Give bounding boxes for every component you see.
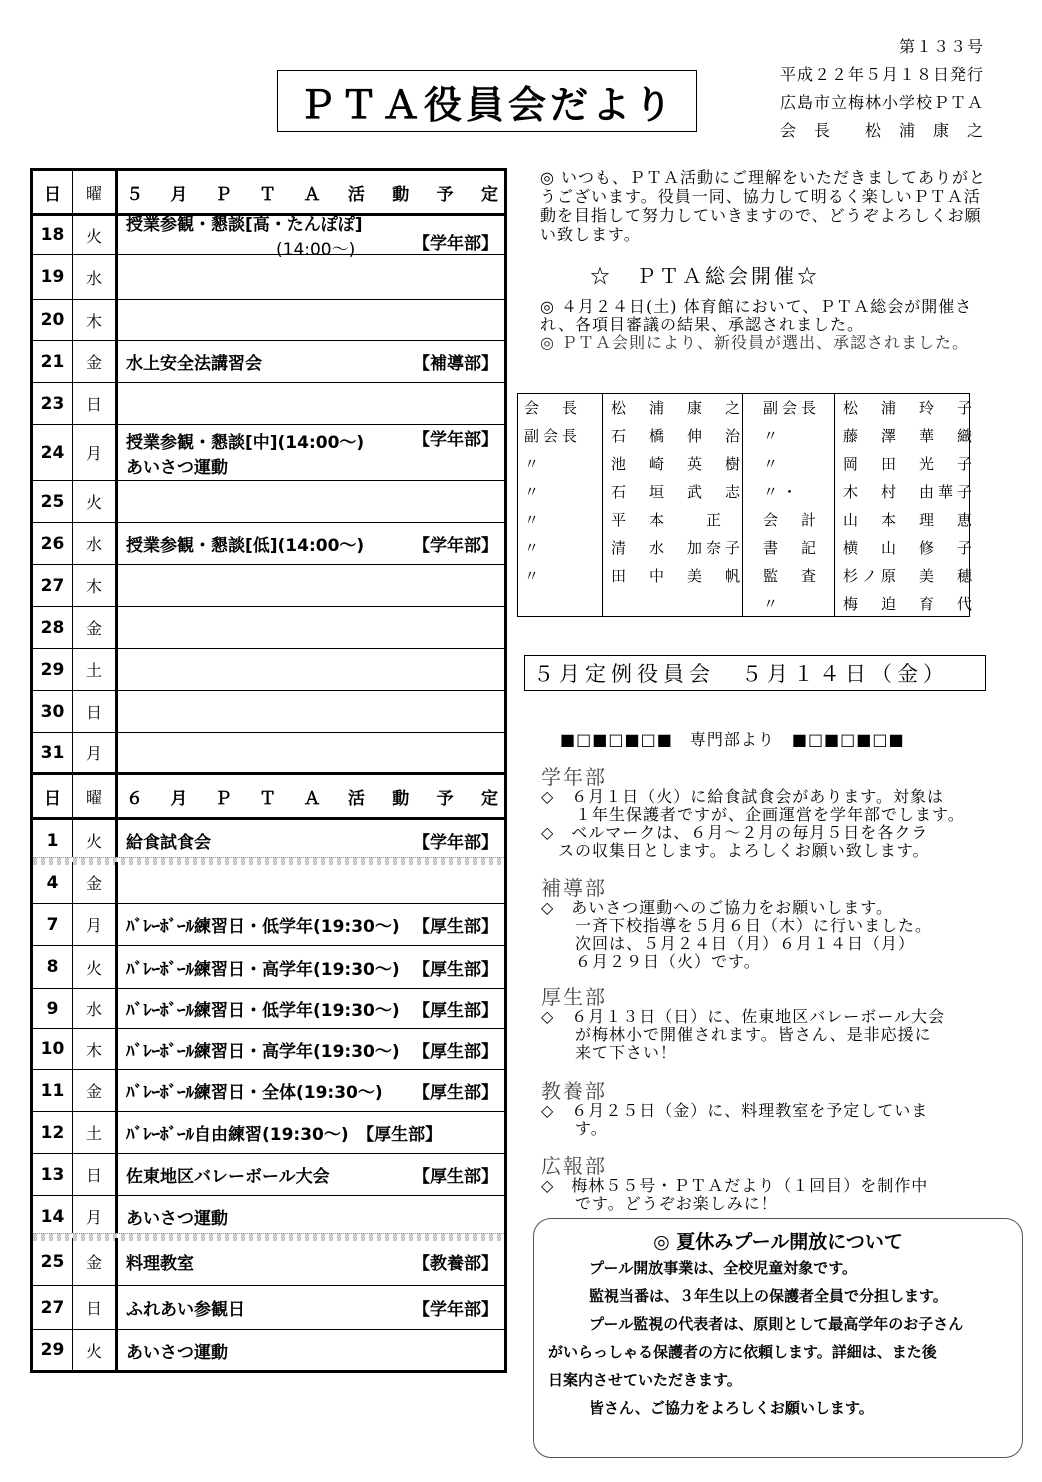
dept-name: 厚生部 <box>541 985 607 1009</box>
schedule-day: 30 <box>33 691 73 732</box>
schedule-event <box>126 996 413 1021</box>
schedule-day: 20 <box>33 300 73 340</box>
schedule-event-cell <box>118 425 504 480</box>
dept-line: ◇ ベルマークは、６月～２月の毎月５日を各クラ <box>541 823 929 842</box>
schedule-event-cell <box>118 255 504 299</box>
agm-item: ◎ ＰＴＡ会則により、新役員が選出、承認されました。 <box>540 333 970 352</box>
school-name: 広島市立梅林小学校ＰＴＡ <box>779 93 984 112</box>
schedule-event-line: ﾊﾞﾚｰﾎﾞｰﾙ練習日・全体(19:30～) <box>126 1083 383 1103</box>
schedule-weekday: 金 <box>73 1070 118 1111</box>
officer-cell: 松 浦 康 之 <box>611 399 745 417</box>
schedule-event-line: ふれあい参観日 <box>126 1300 245 1320</box>
schedule-event <box>126 531 413 556</box>
june-header-char: Ａ <box>303 788 321 809</box>
schedule-day: 25 <box>33 481 73 522</box>
pool-line: プール監視の代表者は、原則として最高学年のお子さん <box>574 1315 964 1333</box>
schedule-event-line: ﾊﾞﾚｰﾎﾞｰﾙ練習日・高学年(19:30～) <box>126 1041 400 1062</box>
dept-line: 来て下さい！ <box>541 1043 678 1062</box>
june-header-char: 月 <box>170 788 188 809</box>
schedule-row <box>33 733 504 775</box>
schedule-event-cell <box>118 565 504 606</box>
may-header-char: Ｔ <box>259 184 277 205</box>
schedule-row <box>33 300 504 341</box>
dept-line: ◇ ６月１３日（日）に、佐東地区バレーボール大会 <box>541 1007 945 1026</box>
dept-section-header: ■□■□■□■ 専門部より ■□■□■□■ <box>560 730 905 749</box>
schedule-event-cell <box>118 1029 504 1069</box>
may-header-weekday: 曜 <box>73 171 118 213</box>
schedule-dept: 【厚生部】 <box>413 1083 498 1103</box>
schedule-event <box>126 1338 498 1363</box>
schedule-day: 12 <box>33 1112 73 1153</box>
schedule-weekday: 日 <box>73 1154 118 1195</box>
schedule-event-cell <box>118 1070 504 1111</box>
schedule-weekday: 火 <box>73 481 118 522</box>
schedule-day: 25 <box>33 1238 73 1285</box>
schedule-event <box>126 955 413 980</box>
officer-cell: 平 本 正 <box>611 511 726 529</box>
june-header-title-chars <box>126 784 498 809</box>
june-header-char: ６ <box>126 788 143 809</box>
dept-line: １年生保護者ですが、企画運営を学年部でします。 <box>541 805 965 824</box>
may-header-char: Ｐ <box>214 184 232 205</box>
dept-line: 次回は、５月２４日（月）６月１４日（月） <box>541 934 916 953</box>
schedule-event-cell <box>118 481 504 522</box>
officer-cell: 〃・ <box>763 483 802 501</box>
schedule-dept: 【学年部】 <box>413 430 498 450</box>
schedule-dept: 【学年部】 <box>413 1300 498 1320</box>
schedule-weekday: 木 <box>73 300 118 340</box>
june-header-char: 動 <box>392 788 410 809</box>
pool-title: ◎ 夏休みプール開放について <box>653 1231 903 1253</box>
may-header-char: Ａ <box>303 184 321 205</box>
schedule-event-cell <box>118 1112 504 1153</box>
schedule-day: 1 <box>33 820 73 861</box>
schedule-event <box>126 1249 413 1274</box>
schedule-day: 11 <box>33 1070 73 1111</box>
schedule-event <box>126 428 413 478</box>
schedule-day: 10 <box>33 1029 73 1069</box>
officer-cell: 山 本 理 恵 <box>843 511 977 529</box>
schedule-event-cell <box>118 383 504 424</box>
schedule-day: 23 <box>33 383 73 424</box>
schedule-dept: 【厚生部】 <box>413 917 498 937</box>
schedule-day: 31 <box>33 733 73 772</box>
june-header-char: Ｐ <box>214 788 232 809</box>
may-header-char: 活 <box>347 184 365 205</box>
schedule-day: 21 <box>33 341 73 382</box>
schedule-day: 9 <box>33 989 73 1028</box>
schedule-row <box>33 1286 504 1330</box>
schedule-weekday: 火 <box>73 216 118 254</box>
may-header-title <box>118 171 504 213</box>
meeting-banner: ５月定例役員会 ５月１４日（金） <box>524 655 986 691</box>
schedule-event-line: 佐東地区バレーボール大会 <box>126 1167 330 1187</box>
officer-cell: 〃 <box>524 567 544 585</box>
agm-item: ◎ ４月２４日(土) 体育館において、ＰＴＡ総会が開催され、各項目審議の結果、承認されました。 <box>540 297 973 334</box>
dept-name: 補導部 <box>541 876 607 900</box>
schedule-day: 14 <box>33 1196 73 1237</box>
may-header-char: 定 <box>481 184 498 205</box>
greeting-text: ◎ いつも、ＰＴＡ活動にご理解をいただきましてありがとうございます。役員一同、協力して明るく楽しいＰＴＡ活動を目指して努力していきますので、どうぞよろしくお願い致します。 <box>540 168 987 244</box>
schedule-event-line: 授業参観・懇談[低](14:00～) <box>126 536 365 556</box>
may-header-char: ５ <box>126 184 143 205</box>
schedule-event-cell <box>118 1196 504 1237</box>
officer-cell: 監 査 <box>763 567 821 585</box>
officer-cell: 岡 田 光 子 <box>843 455 977 473</box>
schedule-row <box>33 255 504 300</box>
may-header-title-chars <box>126 180 498 205</box>
schedule-event-cell <box>118 733 504 772</box>
schedule-day: 27 <box>33 1286 73 1329</box>
schedule-event-line: 料理教室 <box>126 1254 194 1274</box>
june-header-title <box>118 775 504 817</box>
schedule-dept: 【教養部】 <box>413 1254 498 1274</box>
schedule-weekday: 月 <box>73 904 118 945</box>
dept-name: 教養部 <box>541 1079 607 1103</box>
dept-line: ◇ ６月１日（火）に給食試食会があります。対象は <box>541 787 945 806</box>
schedule-event <box>126 349 413 374</box>
schedule-weekday: 木 <box>73 565 118 606</box>
schedule-event-line: あいさつ運動 <box>126 457 228 478</box>
schedule-event-cell <box>118 691 504 732</box>
president-name: 会 長 松 浦 康 之 <box>779 121 984 140</box>
officer-cell: 〃 <box>763 595 783 613</box>
schedule-event-cell <box>118 1330 504 1370</box>
officer-cell: 藤 澤 華 織 <box>843 427 977 445</box>
may-header-char: 予 <box>436 184 454 205</box>
officer-cell: 田 中 美 帆 <box>611 567 745 585</box>
dept-block <box>541 1080 991 1138</box>
schedule-row <box>33 1238 504 1286</box>
schedule-event-cell <box>118 1286 504 1329</box>
schedule-day: 28 <box>33 607 73 648</box>
officer-cell: 杉ノ原 美 穂 <box>843 567 977 585</box>
june-header-char: 活 <box>347 788 365 809</box>
dept-block <box>541 1155 991 1213</box>
schedule-event-line: 授業参観・懇談[高・たんぽぽ] <box>126 215 363 235</box>
schedule-weekday: 金 <box>73 1238 118 1285</box>
june-header-row <box>33 775 504 820</box>
pool-line: 皆さん、ご協力をよろしくお願いします。 <box>574 1399 874 1417</box>
dept-block <box>541 766 991 860</box>
dept-line: スの収集日とします。よろしくお願い致します。 <box>541 841 930 860</box>
schedule-day: 13 <box>33 1154 73 1195</box>
page-title: ＰＴＡ役員会だより <box>277 70 697 132</box>
schedule-table <box>30 168 507 1373</box>
dept-line: ◇ ６月２５日（金）に、料理教室を予定していま <box>541 1101 929 1120</box>
schedule-row <box>33 1070 504 1112</box>
schedule-weekday: 火 <box>73 820 118 861</box>
schedule-row <box>33 820 504 862</box>
schedule-row <box>33 691 504 733</box>
officer-cell <box>611 590 742 618</box>
issue-date: 平成２２年５月１８日発行 <box>779 65 984 84</box>
schedule-row <box>33 1112 504 1154</box>
schedule-event <box>126 1120 498 1145</box>
dept-line: 一斉下校指導を５月６日（木）に行いました。 <box>541 916 933 935</box>
schedule-row <box>33 946 504 989</box>
agm-notices <box>540 298 995 352</box>
schedule-weekday: 月 <box>73 425 118 480</box>
schedule-event-line: あいさつ運動 <box>126 1342 228 1363</box>
schedule-day: 27 <box>33 565 73 606</box>
pool-line: プール開放事業は、全校児童対象です。 <box>574 1259 858 1277</box>
pool-body <box>534 1254 1022 1422</box>
schedule-row <box>33 425 504 481</box>
officer-cell: 梅 迫 育 代 <box>843 595 977 613</box>
officer-cell: 〃 <box>763 427 783 445</box>
officer-cell: 横 山 修 子 <box>843 539 977 557</box>
schedule-event <box>126 1204 498 1229</box>
schedule-weekday: 水 <box>73 989 118 1028</box>
agm-title: ☆ ＰＴＡ総会開催☆ <box>590 264 820 288</box>
dept-line: です。どうぞお楽しみに！ <box>541 1194 778 1213</box>
officer-cell: 池 崎 英 樹 <box>611 455 745 473</box>
schedule-weekday: 金 <box>73 862 118 903</box>
schedule-event-line: あいさつ運動 <box>126 1209 228 1229</box>
dept-line: ６月２９日（火）です。 <box>541 952 761 971</box>
schedule-row <box>33 607 504 649</box>
schedule-dept: 【学年部】 <box>413 234 498 254</box>
schedule-day: 4 <box>33 862 73 903</box>
schedule-weekday: 日 <box>73 383 118 424</box>
officer-cell: 〃 <box>524 455 544 473</box>
schedule-day: 19 <box>33 255 73 299</box>
schedule-event <box>126 1037 413 1062</box>
officer-cell: 会 計 <box>763 511 821 529</box>
schedule-event-line: ﾊﾞﾚｰﾎﾞｰﾙ練習日・低学年(19:30～) <box>126 917 400 937</box>
schedule-row <box>33 862 504 904</box>
schedule-day: 24 <box>33 425 73 480</box>
officer-cell <box>524 590 600 618</box>
schedule-dept: 【厚生部】 <box>413 1167 498 1187</box>
schedule-row <box>33 649 504 691</box>
officer-cell: 石 垣 武 志 <box>611 483 745 501</box>
schedule-weekday: 土 <box>73 649 118 690</box>
schedule-weekday: 火 <box>73 946 118 988</box>
schedule-row <box>33 481 504 523</box>
schedule-event-line: ﾊﾞﾚｰﾎﾞｰﾙ練習日・低学年(19:30～) <box>126 1001 400 1021</box>
schedule-event-cell <box>118 341 504 382</box>
officer-roles-1 <box>524 394 600 616</box>
schedule-row <box>33 1154 504 1196</box>
schedule-weekday: 月 <box>73 733 118 772</box>
schedule-weekday: 水 <box>73 255 118 299</box>
schedule-row <box>33 1330 504 1373</box>
dept-block <box>541 986 991 1062</box>
dept-line: が梅林小で開催されます。皆さん、是非応援に <box>541 1025 932 1044</box>
schedule-row <box>33 523 504 565</box>
schedule-weekday: 日 <box>73 1286 118 1329</box>
officer-cell: 〃 <box>524 539 544 557</box>
schedule-event <box>126 828 413 853</box>
schedule-event-cell <box>118 946 504 988</box>
schedule-dept: 【補導部】 <box>413 354 498 374</box>
dept-line: す。 <box>541 1119 608 1138</box>
schedule-event-cell <box>118 1238 504 1285</box>
schedule-dept: 【厚生部】 <box>413 1001 498 1021</box>
dept-line: ◇ あいさつ運動へのご協力をお願いします。 <box>541 898 894 917</box>
schedule-event-cell <box>118 862 504 903</box>
schedule-event-line: ﾊﾞﾚｰﾎﾞｰﾙ自由練習(19:30～) 【厚生部】 <box>126 1125 443 1145</box>
schedule-event-cell <box>118 904 504 945</box>
officer-cell: 〃 <box>763 455 783 473</box>
pool-line: がいらっしゃる保護者の方に依頼します。詳細は、また後 <box>548 1343 937 1361</box>
officer-names-2 <box>834 394 977 616</box>
may-header-char: 動 <box>392 184 410 205</box>
schedule-event-line: 授業参観・懇談[中](14:00～) <box>126 432 365 453</box>
schedule-row <box>33 215 504 260</box>
pool-line: 日案内させていただきます。 <box>548 1371 742 1389</box>
dept-block <box>541 877 991 971</box>
schedule-weekday: 金 <box>73 341 118 382</box>
officer-cell: 会 長 <box>524 399 582 417</box>
june-header-char: Ｔ <box>259 788 277 809</box>
schedule-dept: 【厚生部】 <box>413 1041 498 1062</box>
officer-cell: 〃 <box>524 511 544 529</box>
schedule-weekday: 火 <box>73 1330 118 1370</box>
schedule-event <box>126 1078 413 1103</box>
schedule-event-cell <box>118 649 504 690</box>
schedule-day: 18 <box>33 216 73 254</box>
officers-table <box>517 393 977 617</box>
schedule-weekday: 土 <box>73 1112 118 1153</box>
schedule-event-cell <box>118 820 504 861</box>
schedule-weekday: 木 <box>73 1029 118 1069</box>
may-header-day: 日 <box>33 171 73 213</box>
schedule-dept: 【厚生部】 <box>413 959 498 980</box>
schedule-event-cell <box>118 523 504 564</box>
schedule-row <box>33 383 504 425</box>
schedule-row <box>33 1196 504 1238</box>
officer-cell: 石 橋 伸 治 <box>611 427 745 445</box>
schedule-row <box>33 989 504 1029</box>
schedule-event <box>126 912 413 937</box>
schedule-row <box>33 1029 504 1070</box>
officer-cell: 書 記 <box>763 539 821 557</box>
schedule-row <box>33 341 504 383</box>
dept-line: ◇ 梅林５５号・ＰＴＡだより（１回目）を制作中 <box>541 1176 929 1195</box>
schedule-weekday: 金 <box>73 607 118 648</box>
schedule-day: 29 <box>33 649 73 690</box>
schedule-row <box>33 904 504 946</box>
schedule-day: 7 <box>33 904 73 945</box>
officer-roles-2 <box>742 394 834 616</box>
schedule-event <box>126 210 413 260</box>
schedule-day: 8 <box>33 946 73 988</box>
schedule-event-cell <box>118 300 504 340</box>
june-header-char: 定 <box>481 788 498 809</box>
schedule-dept: 【学年部】 <box>413 536 498 556</box>
june-header-weekday: 曜 <box>73 775 118 817</box>
schedule-weekday: 水 <box>73 523 118 564</box>
schedule-weekday: 日 <box>73 691 118 732</box>
june-header-day: 日 <box>33 775 73 817</box>
schedule-weekday: 月 <box>73 1196 118 1237</box>
schedule-event-cell <box>118 1154 504 1195</box>
june-header-char: 予 <box>436 788 454 809</box>
officer-cell: 木 村 由華子 <box>843 483 977 501</box>
officer-cell: 〃 <box>524 483 544 501</box>
schedule-event-cell <box>118 607 504 648</box>
schedule-event-line: 給食試食会 <box>126 833 211 853</box>
pool-notice-scroll <box>533 1218 1023 1458</box>
issue-number: 第１３３号 <box>898 37 984 56</box>
officer-cell: 副会長 <box>763 399 821 417</box>
schedule-day: 26 <box>33 523 73 564</box>
schedule-row <box>33 565 504 607</box>
officer-cell: 松 浦 玲 子 <box>843 399 977 417</box>
may-header-char: 月 <box>170 184 188 205</box>
schedule-event-line: 水上安全法講習会 <box>126 354 262 374</box>
officer-cell: 清 水 加奈子 <box>611 539 745 557</box>
dept-name: 学年部 <box>541 765 607 789</box>
schedule-event-line: (14:00～) <box>276 240 356 260</box>
schedule-event <box>126 1295 413 1320</box>
schedule-event <box>126 1162 413 1187</box>
schedule-event-line: ﾊﾞﾚｰﾎﾞｰﾙ練習日・高学年(19:30～) <box>126 959 400 980</box>
schedule-day: 29 <box>33 1330 73 1370</box>
schedule-dept: 【学年部】 <box>413 833 498 853</box>
officer-names-1 <box>602 394 745 616</box>
dept-name: 広報部 <box>541 1154 607 1178</box>
officer-cell: 副会長 <box>524 427 582 445</box>
pool-line: 監視当番は、３年生以上の保護者全員で分担します。 <box>574 1287 948 1305</box>
schedule-event-cell <box>118 989 504 1028</box>
schedule-event-cell <box>118 215 504 260</box>
